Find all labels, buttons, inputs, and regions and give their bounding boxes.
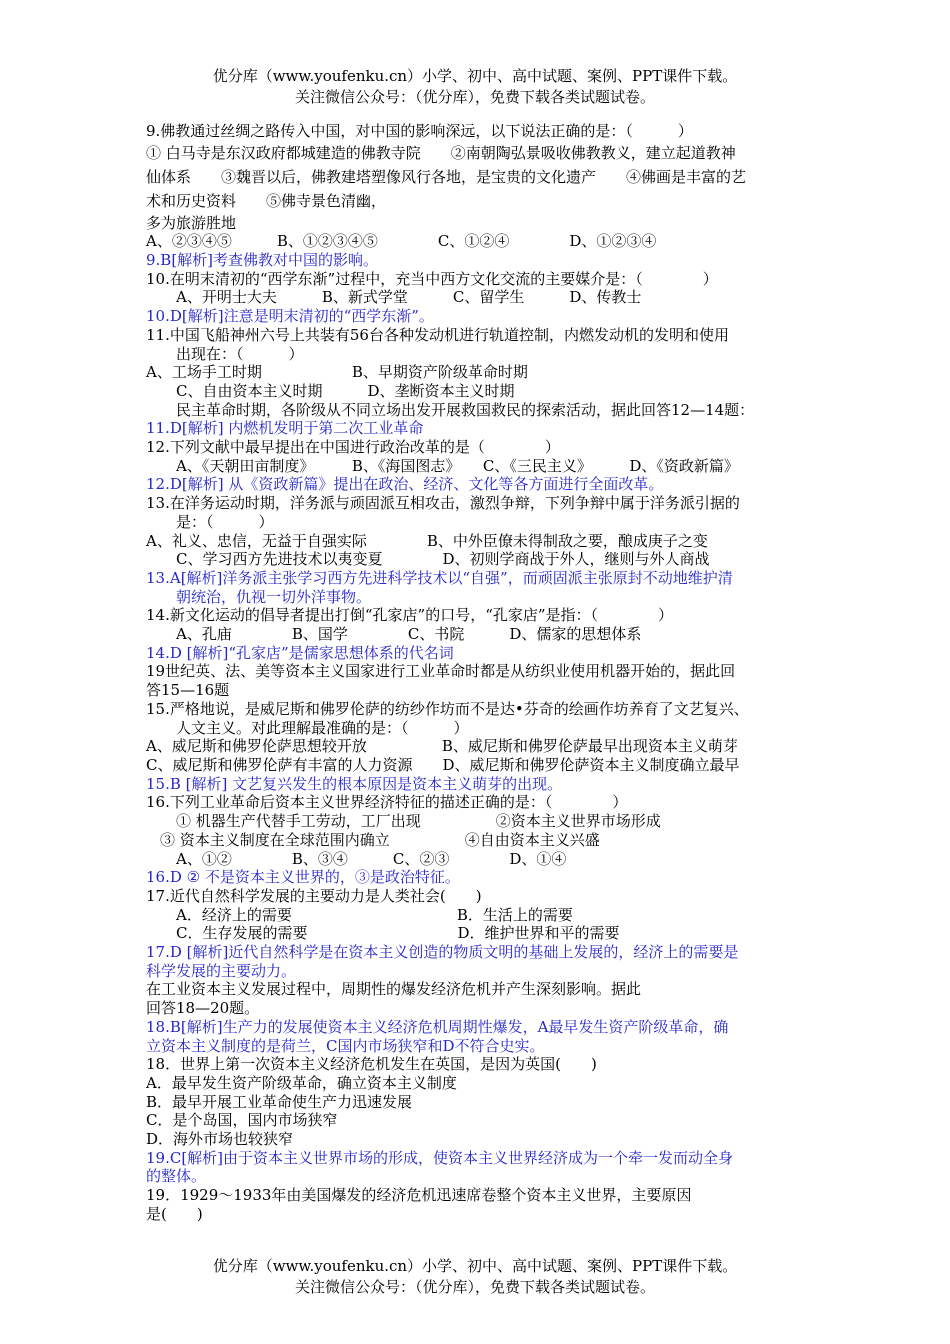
question-line: 民主革命时期，各阶级从不同立场出发开展救国救民的探索活动，据此回答12—14题： [176,400,755,419]
answer-explanation-line: 立资本主义制度的是荷兰，C国内市场狭窄和D不符合史实。 [146,1036,545,1055]
answer-explanation-line: 19.C[解析]由于资本主义世界市场的形成，使资本主义世界经济成为一个牵一发而动全身 [146,1148,734,1167]
question-line: 16.下列工业革命后资本主义世界经济特征的描述正确的是：（ ） [146,793,628,812]
question-line: C、自由资本主义时期 D、垄断资本主义时期 [176,381,515,400]
question-line: ① 白马寺是东汉政府都城建造的佛教寺院 ②南朝陶弘景吸收佛教教义，建立起道教神 [146,143,736,162]
question-line: 仙体系 ③魏晋以后，佛教建塔塑像风行各地，是宝贵的文化遗产 ④佛画是丰富的艺 [146,168,747,186]
footer-line-1: 优分库（www.youfenku.cn）小学、初中、高中试题、案例、PPT课件下载。 [212,1257,738,1275]
question-line: A、《天朝田亩制度》 B、《海国图志》 C、《三民主义》 D、《资政新篇》 [176,456,739,475]
page-header [0,66,950,108]
answer-explanation-line: 科学发展的主要动力。 [146,961,297,980]
question-line: 13.在洋务运动时期，洋务派与顽固派互相攻击，激烈争辩，下列争辩中属于洋务派引据的 [146,494,740,513]
question-line: C、学习西方先进技术以夷变夏 D、初则学商战于外人，继则与外人商战 [176,550,710,569]
question-line: A、工场手工时期 B、早期资产阶级革命时期 [146,363,528,382]
answer-explanation-line: 10.D[解析]注意是明末清初的“西学东渐”。 [146,307,434,326]
footer-line-2: 关注微信公众号：（优分库），免费下载各类试题试卷。 [294,1278,655,1296]
question-line: A．经济上的需要 B．生活上的需要 [176,905,573,924]
answer-explanation-line: 13.A[解析]洋务派主张学习西方先进科学技术以“自强”，而顽固派主张原封不动地维护清 [146,568,733,587]
question-line: 术和历史资料 ⑤佛寺景色清幽， [146,192,387,211]
question-line: A、孔庙 B、国学 C、书院 D、儒家的思想体系 [176,625,642,644]
answer-explanation-line: 16.D ② 不是资本主义世界的，③是政治特征。 [146,868,460,887]
question-line: 10.在明末清初的“西学东渐”过程中，充当中西方文化交流的主要媒介是：（ ） [146,269,718,288]
question-line: 18．世界上第一次资本主义经济危机发生在英国，是因为英国( ) [146,1055,597,1074]
answer-explanation-line: 18.B[解析]生产力的发展使资本主义经济危机周期性爆发，A最早发生资产阶级革命，确 [146,1017,729,1036]
page-footer [0,1256,950,1298]
header-line-2: 关注微信公众号：（优分库），免费下载各类试题试卷。 [294,88,655,106]
question-line: A、威尼斯和佛罗伦萨思想较开放 B、威尼斯和佛罗伦萨最早出现资本主义萌芽 [146,737,738,756]
question-line: ③ 资本主义制度在全球范围内确立 ④自由资本主义兴盛 [160,830,600,849]
question-line: 出现在：（ ） [176,344,304,363]
question-line: D．海外市场也较狭窄 [146,1130,294,1149]
question-line: 答15—16题 [146,681,230,700]
question-line: A、①② B、③④ C、②③ D、①④ [176,849,567,868]
question-line: 回答18—20题。 [146,999,260,1018]
answer-explanation-line: 朝统治，仇视一切外洋事物。 [176,587,372,606]
answer-explanation-line: 9.B[解析]考查佛教对中国的影响。 [146,251,379,269]
question-line: 9.佛教通过丝绸之路传入中国，对中国的影响深远，以下说法正确的是：（ ） [146,122,693,140]
question-line: ① 机器生产代替手工劳动，工厂出现 ②资本主义世界市场形成 [176,812,661,831]
answer-explanation-line: 15.B [解析] 文艺复兴发生的根本原因是资本主义萌芽的出现。 [146,774,563,793]
question-line: 是：（ ） [176,512,274,531]
answer-explanation-line: 的整体。 [146,1167,207,1186]
question-line: A、②③④⑤ B、①②③④⑤ C、①②④ D、①②③④ [146,232,657,251]
question-line: 是( ) [146,1204,203,1223]
question-line: C．生存发展的需要 D．维护世界和平的需要 [176,924,620,943]
answer-explanation-line: 12.D[解析] 从《资政新篇》提出在政治、经济、文化等各方面进行全面改革。 [146,475,664,494]
answer-explanation-line: 11.D[解析] 内燃机发明于第二次工业革命 [146,419,424,438]
question-line: 11.中国飞船神州六号上共装有56台各种发动机进行轨道控制，内燃发动机的发明和使用 [146,325,729,344]
question-line: A、礼义、忠信，无益于自强实际 B、中外臣僚未得制敌之要，酿成庚子之变 [146,531,708,550]
question-line: 在工业资本主义发展过程中，周期性的爆发经济危机并产生深刻影响。据此 [146,980,642,999]
question-line: 多为旅游胜地 [146,213,237,232]
question-line: 12.下列文献中最早提出在中国进行政治改革的是（ ） [146,438,560,457]
question-line: 人文主义。对此理解最准确的是：（ ） [176,718,469,737]
document-body [146,122,816,1224]
question-line: 19．1929～1933年由美国爆发的经济危机迅速席卷整个资本主义世界，主要原因 [146,1186,692,1205]
question-line: A．最早发生资产阶级革命，确立资本主义制度 [146,1073,457,1092]
question-line: C、威尼斯和佛罗伦萨有丰富的人力资源 D、威尼斯和佛罗伦萨资本主义制度确立最早 [146,755,740,774]
question-line: 19世纪英、法、美等资本主义国家进行工业革命时都是从纺织业使用机器开始的，据此回 [146,662,736,681]
question-line: 17.近代自然科学发展的主要动力是人类社会( ) [146,886,482,905]
header-line-1: 优分库（www.youfenku.cn）小学、初中、高中试题、案例、PPT课件下载。 [212,67,738,85]
answer-explanation-line: 14.D [解析]“孔家店”是儒家思想体系的代名词 [146,643,454,662]
question-line: A、开明士大夫 B、新式学堂 C、留学生 D、传教士 [176,288,642,307]
answer-explanation-line: 17.D [解析]近代自然科学是在资本主义创造的物质文明的基础上发展的，经济上的需要是 [146,943,739,962]
question-line: 14.新文化运动的倡导者提出打倒“孔家店”的口号，“孔家店”是指：（ ） [146,606,674,625]
question-line: B．最早开展工业革命使生产力迅速发展 [146,1092,413,1111]
question-line: 15.严格地说，是威尼斯和佛罗伦萨的纺纱作坊而不是达•芬奇的绘画作坊养育了文艺复兴、 [146,699,749,718]
question-line: C．是个岛国，国内市场狭窄 [146,1111,338,1130]
